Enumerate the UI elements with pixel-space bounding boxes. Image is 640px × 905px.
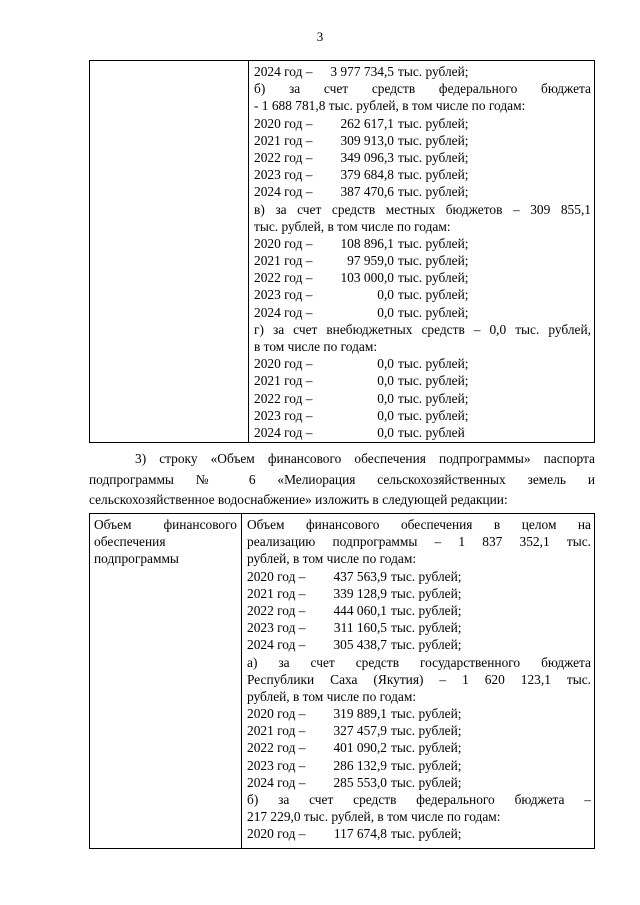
amount-value: 0,0 [377,424,394,440]
year-amount-row [254,269,591,286]
year-amount-row [247,774,591,791]
year-label: 2020 год – [254,235,313,251]
funding-details-cell [254,63,591,441]
unit-label: тыс. рублей; [391,723,462,739]
year-amount-row [247,825,591,842]
year-amount-row [254,424,591,441]
text-line: б) за счет средств федерального бюджета – [247,792,591,807]
funding-details-cell [247,516,591,843]
year-label: 2020 год – [254,356,313,372]
unit-label: тыс. рублей; [391,757,462,773]
year-label: 2022 год – [247,740,306,756]
unit-label: тыс. рублей; [391,585,462,601]
unit-label: тыс. рублей; [391,826,462,842]
amount-value: 3 977 734,5 [330,64,394,79]
year-amount-row [247,585,591,602]
funding-label-line: подпрограммы [94,551,179,567]
year-amount-row [254,252,591,269]
amount-value: 311 160,5 [333,620,387,636]
unit-label: тыс. рублей; [391,637,462,653]
subprogram-funding-table [89,513,595,849]
amount-value: 387 470,6 [340,184,394,200]
year-label: 2024 год – [254,64,313,79]
unit-label: тыс. рублей; [398,132,469,148]
text-line: реализацию подпрограммы – 1 837 352,1 тыс. [247,534,591,550]
year-label: 2022 год – [254,270,313,286]
year-label: 2023 год – [254,287,313,303]
unit-label: тыс. рублей; [398,253,469,269]
amount-value: 309 913,0 [340,132,394,148]
amount-value: 285 553,0 [333,774,387,790]
table-column-divider [241,514,242,848]
amount-value: 339 128,9 [333,585,387,601]
year-label: 2023 год – [254,167,313,183]
text-line: рублей, в том числе по годам: [247,551,417,567]
amount-value: 0,0 [377,287,394,303]
amount-value: 379 684,8 [340,167,394,183]
unit-label: тыс. рублей; [398,270,469,286]
unit-label: тыс. рублей; [398,115,469,131]
year-amount-row [254,390,591,407]
unit-label: тыс. рублей; [398,184,469,200]
text-line: 217 229,0 тыс. рублей, в том числе по годам: [247,809,501,825]
year-label: 2024 год – [247,774,306,790]
year-amount-row [254,166,591,183]
year-label: 2024 год – [254,304,313,320]
unit-label: тыс. рублей; [398,64,469,79]
year-label: 2023 год – [247,757,306,773]
funding-label-line: обеспечения [94,534,166,550]
year-amount-row [254,183,591,200]
amount-value: 319 889,1 [333,706,387,722]
unit-label: тыс. рублей; [398,287,469,303]
amount-value: 401 090,2 [333,740,387,756]
funding-label-line: Объем финансового [94,517,237,532]
page-number: 3 [316,29,324,44]
year-amount-row [247,739,591,756]
year-label: 2021 год – [254,373,313,389]
unit-label: тыс. рублей; [398,356,469,372]
table-column-divider [248,61,249,442]
year-amount-row [254,132,591,149]
funding-label-cell [94,516,237,568]
amount-value: 0,0 [377,304,394,320]
year-amount-row [254,286,591,303]
year-label: 2024 год – [254,424,313,440]
text-line: а) за счет средств государственного бюджета [247,654,591,670]
amount-value: 117 674,8 [333,826,387,842]
unit-label: тыс. рублей; [391,706,462,722]
unit-label: тыс. рублей; [398,304,469,320]
year-amount-row [247,705,591,722]
year-label: 2021 год – [254,132,313,148]
text-line: рублей, в том числе по годам: [247,688,417,704]
year-label: 2021 год – [247,723,306,739]
year-label: 2022 год – [254,149,313,165]
year-amount-row [254,115,591,132]
year-amount-row [254,304,591,321]
text-line: тыс. рублей, в том числе по годам: [254,218,451,234]
text-line: сельскохозяйственное водоснабжение» изложить в следующей редакции: [89,492,508,507]
year-amount-row [254,407,591,424]
unit-label: тыс. рублей; [391,740,462,756]
unit-label: тыс. рублей; [398,167,469,183]
amount-value: 97 959,0 [347,253,394,269]
amount-value: 437 563,9 [333,568,387,584]
text-line: Объем финансового обеспечения в целом на [247,517,591,532]
unit-label: тыс. рублей; [391,568,462,584]
unit-label: тыс. рублей; [391,620,462,636]
amount-value: 103 000,0 [340,270,394,286]
amendment-paragraph [89,449,595,511]
year-amount-row [254,63,591,80]
amount-value: 444 060,1 [333,602,387,618]
text-line: 3) строку «Объем финансового обеспечения подпрограммы» паспорта [135,451,595,466]
year-amount-row [247,757,591,774]
text-line: Республики Саха (Якутия) – 1 620 123,1 тыс. [247,671,591,687]
year-amount-row [254,149,591,166]
amount-value: 0,0 [377,373,394,389]
year-amount-row [247,602,591,619]
year-label: 2023 год – [247,620,306,636]
text-line: - 1 688 781,8 тыс. рублей, в том числе по годам: [254,98,526,114]
year-label: 2020 год – [247,568,306,584]
amount-value: 262 617,1 [340,115,394,131]
amount-value: 286 132,9 [333,757,387,773]
text-line: г) за счет внебюджетных средств – 0,0 тыс. рублей, [254,321,591,337]
year-label: 2024 год – [254,184,313,200]
year-label: 2020 год – [247,826,306,842]
unit-label: тыс. рублей; [398,373,469,389]
amount-value: 327 457,9 [333,723,387,739]
year-label: 2023 год – [254,407,313,423]
year-amount-row [247,619,591,636]
year-label: 2022 год – [254,390,313,406]
amount-value: 0,0 [377,356,394,372]
unit-label: тыс. рублей; [398,390,469,406]
text-line: б) за счет средств федерального бюджета [254,81,591,97]
year-label: 2021 год – [247,585,306,601]
funding-table-continued [89,60,595,443]
year-amount-row [254,355,591,372]
amount-value: 0,0 [377,390,394,406]
amount-value: 108 896,1 [340,235,394,251]
year-label: 2020 год – [254,115,313,131]
amount-value: 0,0 [377,407,394,423]
year-label: 2020 год – [247,706,306,722]
unit-label: тыс. рублей; [391,774,462,790]
year-amount-row [254,235,591,252]
unit-label: тыс. рублей [398,424,465,440]
unit-label: тыс. рублей; [398,149,469,165]
text-line: в том числе по годам: [254,339,378,354]
unit-label: тыс. рублей; [398,235,469,251]
text-line: подпрограммы № 6 «Мелиорация сельскохозяйственных земель и [89,471,595,487]
year-amount-row [247,568,591,585]
amount-value: 305 438,7 [333,637,387,653]
unit-label: тыс. рублей; [391,602,462,618]
unit-label: тыс. рублей; [398,407,469,423]
year-label: 2022 год – [247,602,306,618]
amount-value: 349 096,3 [340,149,394,165]
text-line: в) за счет средств местных бюджетов – 309 855,1 [254,201,591,217]
year-amount-row [254,372,591,389]
year-amount-row [247,722,591,739]
year-label: 2024 год – [247,637,306,653]
year-label: 2021 год – [254,253,313,269]
year-amount-row [247,636,591,653]
